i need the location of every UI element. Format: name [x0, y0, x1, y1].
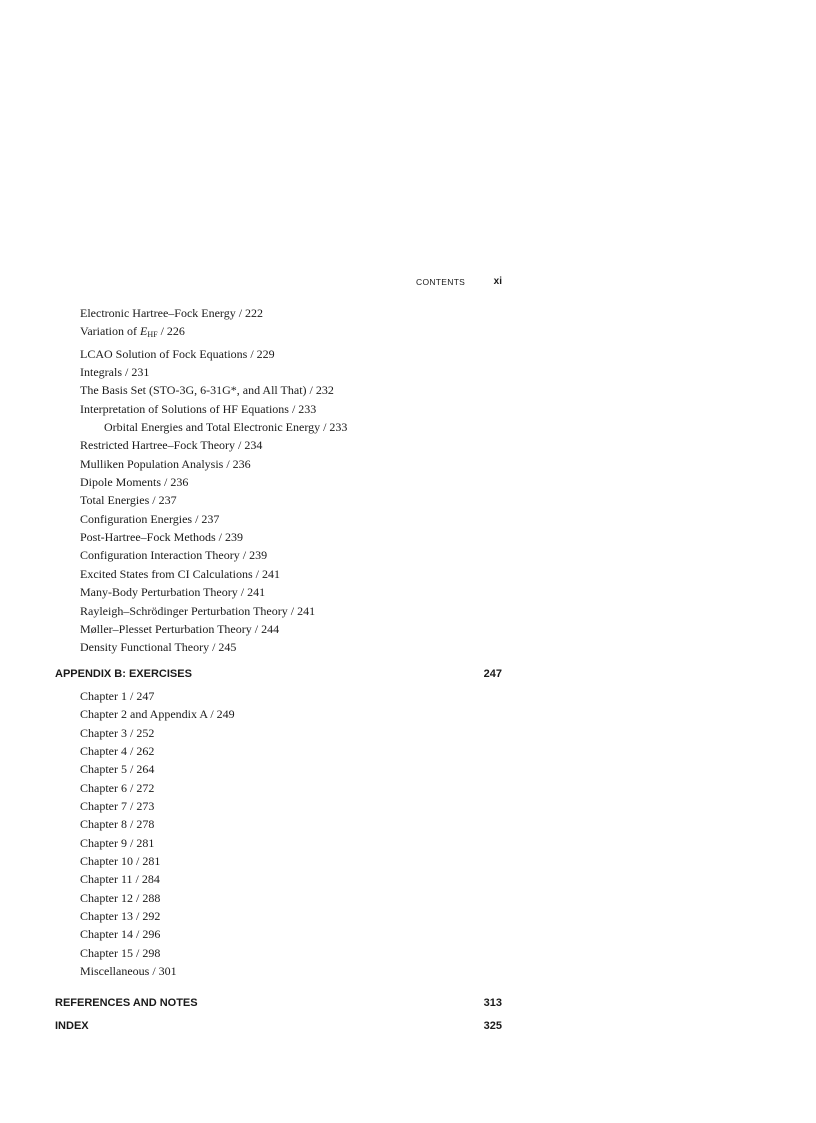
toc-entry: Restricted Hartree–Fock Theory / 234 — [80, 438, 263, 453]
toc-entries-appendix-b — [80, 687, 510, 981]
toc-entry: Chapter 2 and Appendix A / 249 — [80, 707, 235, 722]
toc-entry: Integrals / 231 — [80, 365, 150, 380]
toc-entries-continued — [80, 304, 510, 657]
toc-entry: Chapter 11 / 284 — [80, 872, 160, 887]
toc-entry: Dipole Moments / 236 — [80, 475, 189, 490]
toc-entry: The Basis Set (STO-3G, 6-31G*, and All That) / 232 — [80, 383, 334, 398]
toc-entry: Miscellaneous / 301 — [80, 964, 177, 979]
toc-section-appendix-b — [55, 666, 502, 682]
toc-entry: Interpretation of Solutions of HF Equations / 233 — [80, 401, 317, 416]
section-title: INDEX — [55, 1020, 89, 1032]
toc-entry: Chapter 1 / 247 — [80, 689, 155, 703]
toc-entry: Chapter 9 / 281 — [80, 835, 155, 850]
toc-entry: Rayleigh–Schrödinger Perturbation Theory / 241 — [80, 603, 316, 618]
section-page-number: 313 — [483, 997, 502, 1009]
running-head-page-number: xi — [493, 276, 502, 287]
toc-entry: Many-Body Perturbation Theory / 241 — [80, 585, 266, 600]
toc-subentry: Orbital Energies and Total Electronic Energy / 233 — [104, 420, 348, 435]
toc-entry: Chapter 6 / 272 — [80, 780, 155, 795]
toc-entry: Chapter 15 / 298 — [80, 945, 161, 960]
toc-entry: Chapter 13 / 292 — [80, 909, 161, 924]
running-head — [416, 276, 502, 288]
toc-section-references — [55, 995, 502, 1011]
section-page-number: 247 — [483, 668, 502, 680]
toc-entry: Chapter 5 / 264 — [80, 762, 155, 777]
toc-entry: Chapter 14 / 296 — [80, 927, 161, 942]
toc-entry: Mulliken Population Analysis / 236 — [80, 456, 251, 471]
toc-entry: Configuration Interaction Theory / 239 — [80, 548, 268, 563]
toc-entry: Chapter 12 / 288 — [80, 890, 161, 905]
toc-entry: Electronic Hartree–Fock Energy / 222 — [80, 306, 264, 320]
toc-entry: LCAO Solution of Fock Equations / 229 — [80, 346, 275, 361]
toc-entry: Chapter 8 / 278 — [80, 817, 155, 832]
running-head-label: CONTENTS — [416, 277, 466, 287]
section-title: APPENDIX B: EXERCISES — [55, 668, 192, 680]
toc-entry-variation-ehf: Variation of $E_{HF} / 226$ — [80, 324, 185, 340]
toc-entry: Total Energies / 237 — [80, 493, 177, 508]
toc-entry: Configuration Energies / 237 — [80, 511, 220, 526]
toc-entry: Møller–Plesset Perturbation Theory / 244 — [80, 621, 280, 636]
toc-section-index — [55, 1018, 502, 1034]
toc-entry: Post-Hartree–Fock Methods / 239 — [80, 530, 243, 545]
toc-entry: Chapter 3 / 252 — [80, 725, 155, 740]
toc-entry: Excited States from CI Calculations / 241 — [80, 566, 280, 581]
section-title: REFERENCES AND NOTES — [55, 997, 198, 1009]
toc-entry: Chapter 10 / 281 — [80, 854, 161, 869]
toc-entry: Density Functional Theory / 245 — [80, 640, 237, 655]
toc-entry: Chapter 4 / 262 — [80, 744, 155, 759]
section-page-number: 325 — [483, 1020, 502, 1032]
toc-entry: Chapter 7 / 273 — [80, 799, 155, 814]
